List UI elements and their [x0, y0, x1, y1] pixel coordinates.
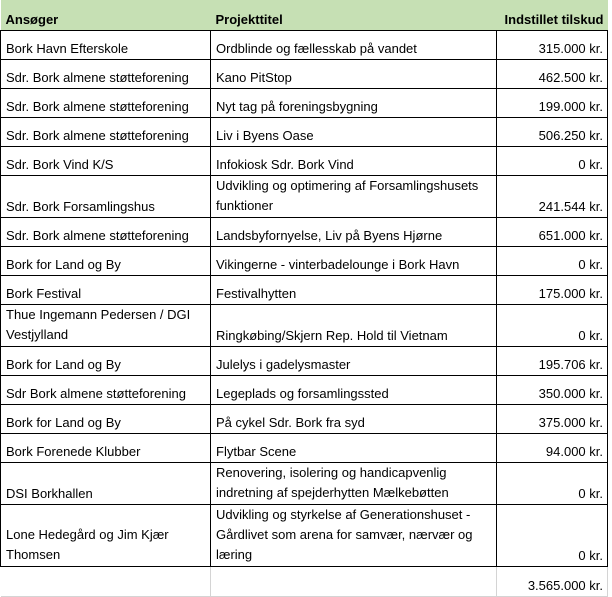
cell-project[interactable]: Renovering, isolering og handicapvenlig indretning af spejderhytten Mælkebøtten [211, 463, 497, 505]
table-row [1, 147, 608, 176]
cell-project[interactable]: Udvikling og optimering af Forsamlingshusets funktioner [211, 176, 497, 218]
header-project-title[interactable]: Projekttitel [211, 0, 497, 31]
cell-amount[interactable]: 315.000 kr. [497, 31, 608, 60]
cell-applicant[interactable]: Sdr. Bork Vind K/S [1, 147, 211, 176]
cell-amount[interactable]: 375.000 kr. [497, 405, 608, 434]
cell-amount[interactable]: 0 kr. [497, 147, 608, 176]
cell-project[interactable]: Infokiosk Sdr. Bork Vind [211, 147, 497, 176]
cell-amount[interactable]: 195.706 kr. [497, 347, 608, 376]
cell-amount[interactable]: 651.000 kr. [497, 218, 608, 247]
cell-amount[interactable]: 0 kr. [497, 247, 608, 276]
cell-applicant[interactable]: Bork for Land og By [1, 405, 211, 434]
cell-amount[interactable]: 0 kr. [497, 463, 608, 505]
cell-amount[interactable]: 0 kr. [497, 305, 608, 347]
table-row [1, 376, 608, 405]
cell-project[interactable]: Legeplads og forsamlingssted [211, 376, 497, 405]
cell-amount[interactable]: 506.250 kr. [497, 118, 608, 147]
cell-applicant[interactable]: Sdr. Bork almene støtteforening [1, 218, 211, 247]
cell-applicant[interactable]: Lone Hedegård og Jim Kjær Thomsen [1, 505, 211, 567]
cell-empty[interactable] [211, 567, 497, 597]
table-row [1, 276, 608, 305]
cell-applicant[interactable]: Bork for Land og By [1, 347, 211, 376]
cell-applicant[interactable]: Bork Havn Efterskole [1, 31, 211, 60]
cell-project[interactable]: Vikingerne - vinterbadelounge i Bork Havn [211, 247, 497, 276]
table-row [1, 247, 608, 276]
table-row [1, 60, 608, 89]
cell-applicant[interactable]: Bork Forenede Klubber [1, 434, 211, 463]
table-row [1, 218, 608, 247]
table-row [1, 118, 608, 147]
cell-project[interactable]: Landsbyfornyelse, Liv på Byens Hjørne [211, 218, 497, 247]
cell-project[interactable]: Flytbar Scene [211, 434, 497, 463]
table-row [1, 505, 608, 567]
cell-applicant[interactable]: Sdr Bork almene støtteforening [1, 376, 211, 405]
cell-applicant[interactable]: Sdr. Bork Forsamlingshus [1, 176, 211, 218]
header-row [1, 0, 608, 31]
cell-project[interactable]: Udvikling og styrkelse af Generationshuset - Gårdlivet som arena for samvær, nærvær og læring [211, 505, 497, 567]
cell-amount[interactable]: 241.544 kr. [497, 176, 608, 218]
cell-applicant[interactable]: Sdr. Bork almene støtteforening [1, 60, 211, 89]
cell-project[interactable]: Nyt tag på foreningsbygning [211, 89, 497, 118]
cell-applicant[interactable]: Sdr. Bork almene støtteforening [1, 89, 211, 118]
cell-applicant[interactable]: DSI Borkhallen [1, 463, 211, 505]
cell-amount[interactable]: 175.000 kr. [497, 276, 608, 305]
cell-amount[interactable]: 199.000 kr. [497, 89, 608, 118]
table-row [1, 347, 608, 376]
cell-project[interactable]: Festivalhytten [211, 276, 497, 305]
cell-amount[interactable]: 462.500 kr. [497, 60, 608, 89]
cell-empty[interactable] [1, 567, 211, 597]
cell-amount[interactable]: 0 kr. [497, 505, 608, 567]
cell-applicant[interactable]: Bork Festival [1, 276, 211, 305]
cell-project[interactable]: Ringkøbing/Skjern Rep. Hold til Vietnam [211, 305, 497, 347]
table-row [1, 305, 608, 347]
cell-project[interactable]: Kano PitStop [211, 60, 497, 89]
table-row [1, 405, 608, 434]
table-row [1, 463, 608, 505]
cell-project[interactable]: Julelys i gadelysmaster [211, 347, 497, 376]
cell-amount[interactable]: 350.000 kr. [497, 376, 608, 405]
cell-applicant[interactable]: Sdr. Bork almene støtteforening [1, 118, 211, 147]
cell-project[interactable]: Liv i Byens Oase [211, 118, 497, 147]
table-row [1, 176, 608, 218]
cell-project[interactable]: Ordblinde og fællesskab på vandet [211, 31, 497, 60]
table-row [1, 89, 608, 118]
table-row [1, 434, 608, 463]
total-row [1, 567, 608, 597]
total-amount[interactable]: 3.565.000 kr. [497, 567, 608, 597]
table-row [1, 31, 608, 60]
cell-applicant[interactable]: Thue Ingemann Pedersen / DGI Vestjylland [1, 305, 211, 347]
cell-project[interactable]: På cykel Sdr. Bork fra syd [211, 405, 497, 434]
cell-amount[interactable]: 94.000 kr. [497, 434, 608, 463]
header-applicant[interactable]: Ansøger [1, 0, 211, 31]
cell-applicant[interactable]: Bork for Land og By [1, 247, 211, 276]
header-recommended-grant[interactable]: Indstillet tilskud [497, 0, 608, 31]
